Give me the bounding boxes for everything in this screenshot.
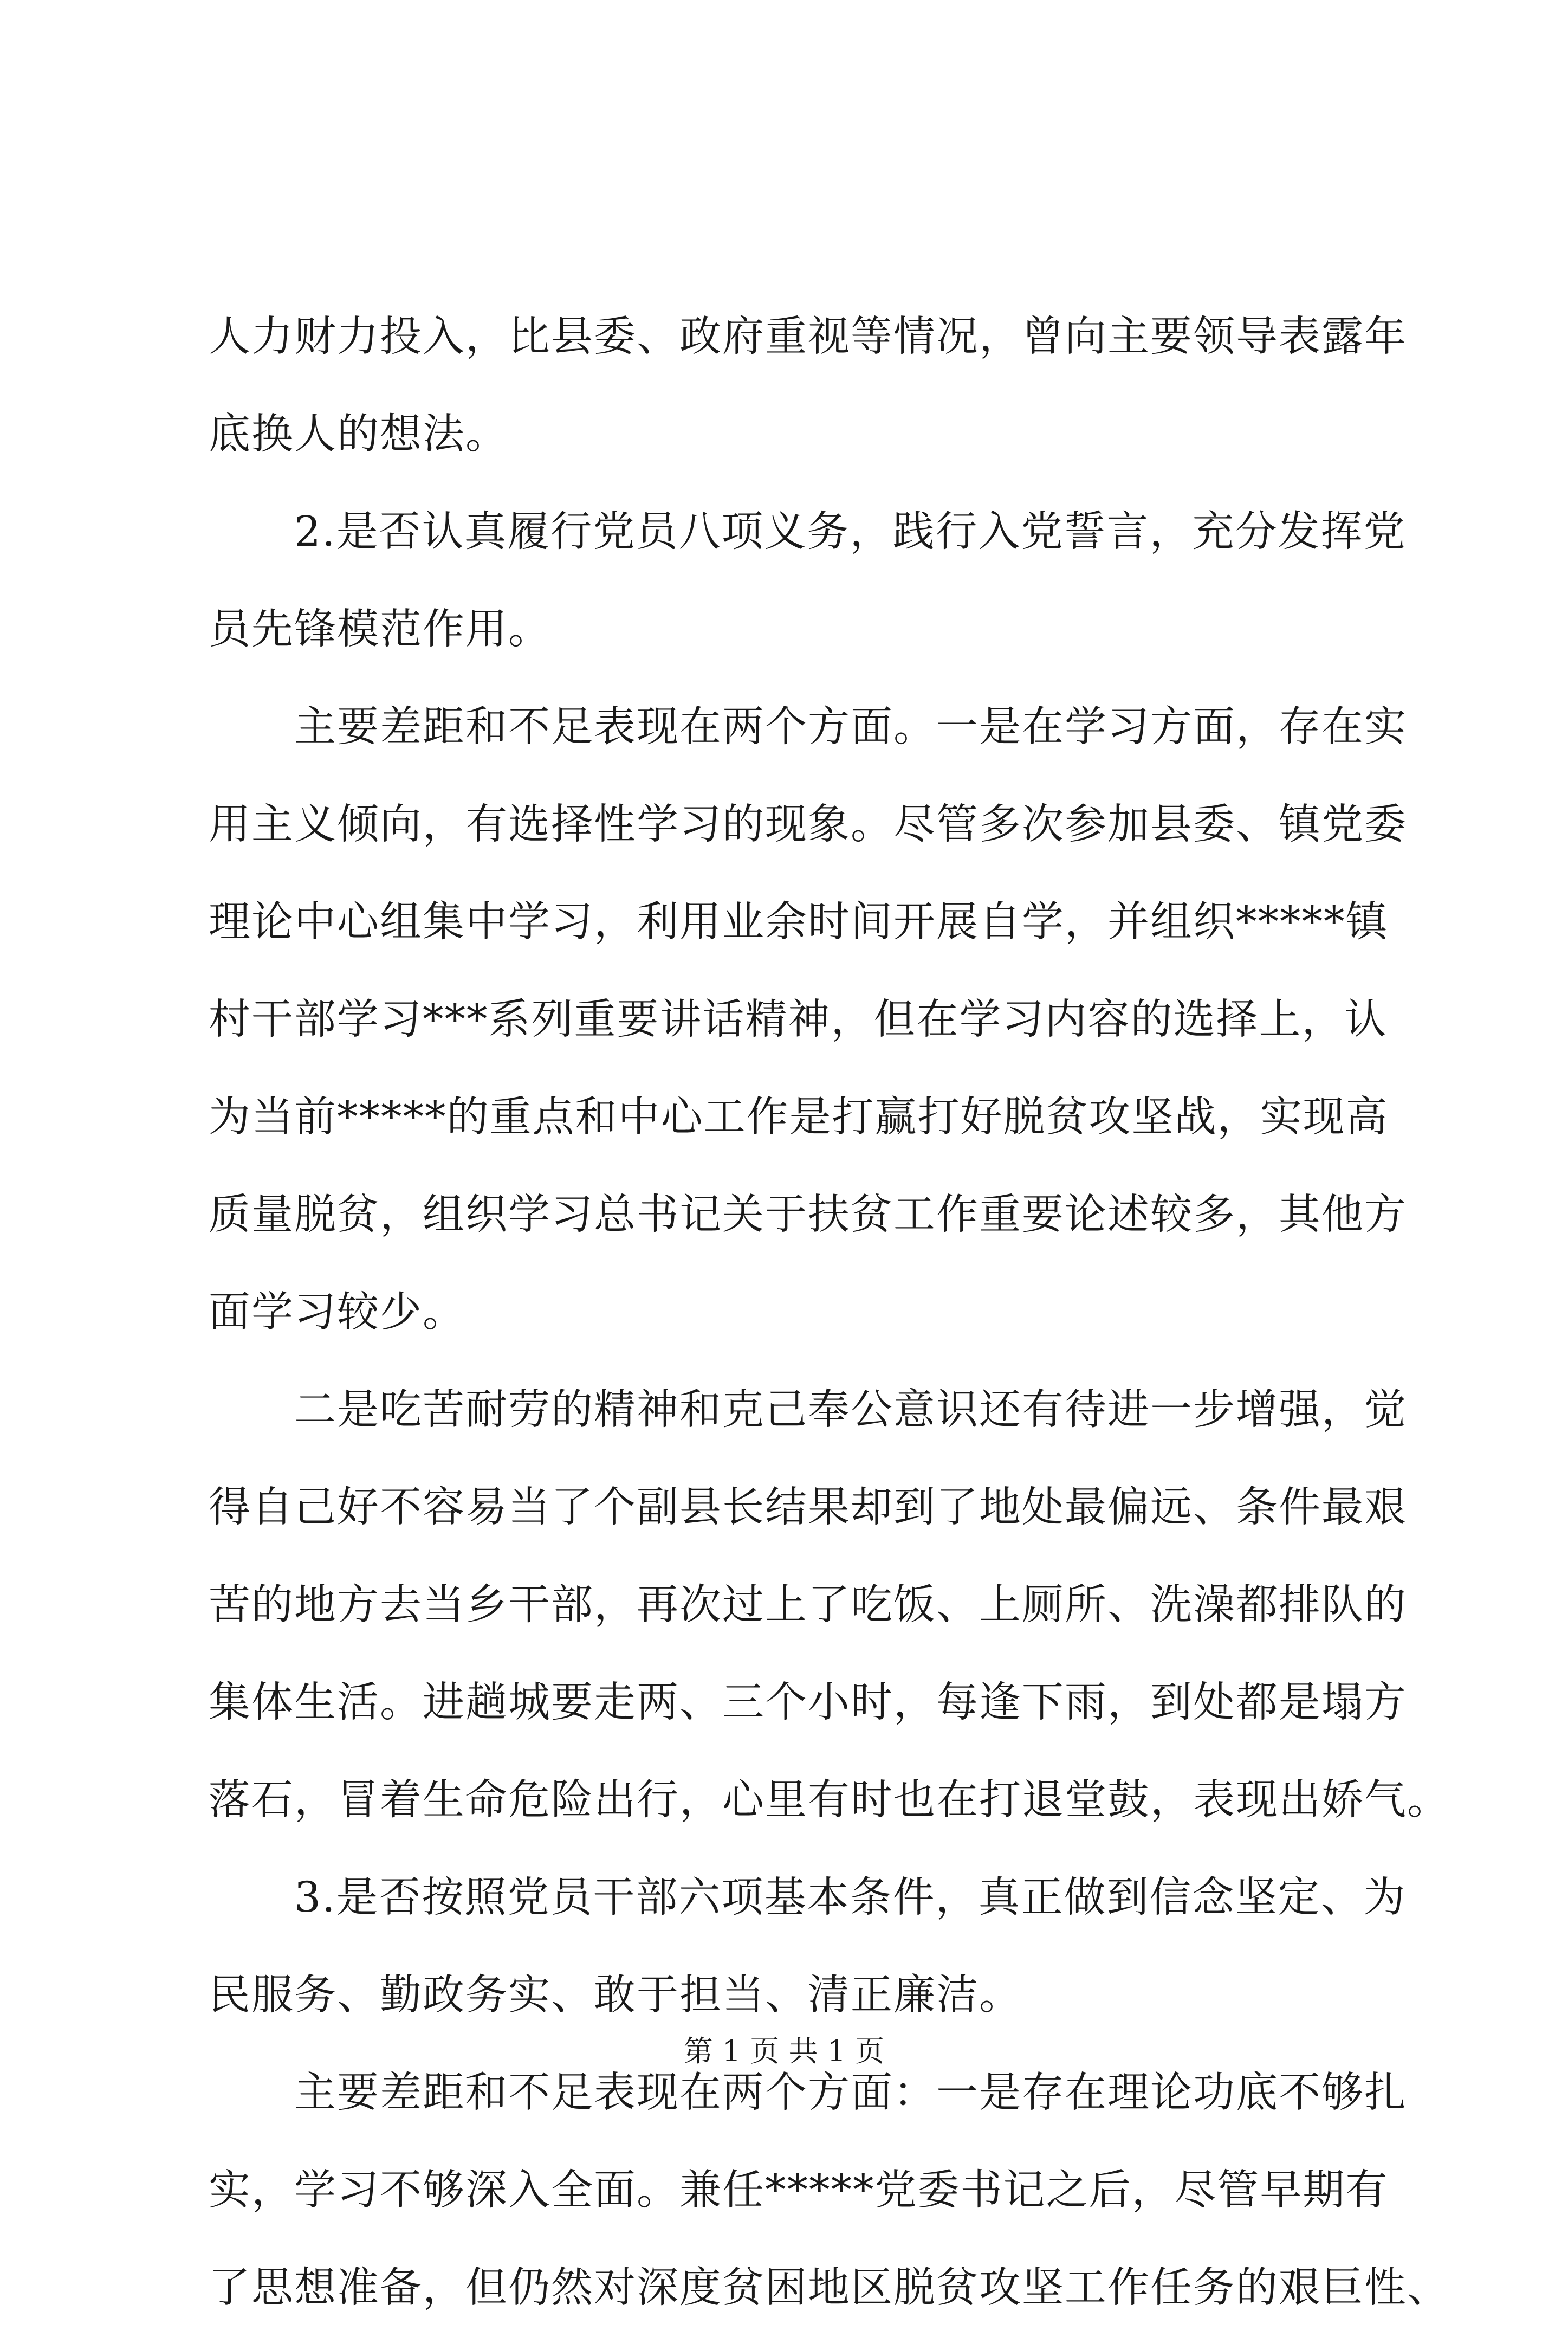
text-line: 人力财力投入，比县委、政府重视等情况，曾向主要领导表露年 [209, 313, 1407, 361]
text-line: 民服务、勤政务实、敢于担当、清正廉洁。 [209, 1971, 1022, 2019]
text-line: 面学习较少。 [209, 1288, 465, 1337]
page-footer [0, 2030, 1568, 2073]
text-line: 主要差距和不足表现在两个方面：一是存在理论功底不够扎 [294, 2069, 1407, 2117]
text-line: 得自己好不容易当了个副县长结果却到了地处最偏远、条件最艰 [209, 1483, 1407, 1532]
text-line: 村干部学习***系列重要讲话精神，但在学习内容的选择上，认 [209, 996, 1388, 1044]
text-line: 集体生活。进趟城要走两、三个小时，每逢下雨，到处都是塌方 [209, 1678, 1407, 1727]
text-line: 底换人的想法。 [209, 410, 508, 459]
text-line: 员先锋模范作用。 [209, 605, 551, 654]
page-number-label: 第 1 页 共 1 页 [683, 2034, 885, 2068]
text-line: 用主义倾向，有选择性学习的现象。尽管多次参加县委、镇党委 [209, 800, 1407, 849]
text-line: 实，学习不够深入全面。兼任*****党委书记之后，尽管早期有 [209, 2166, 1389, 2215]
text-line: 2.是否认真履行党员八项义务，践行入党誓言，充分发挥党 [294, 508, 1407, 556]
text-line: 主要差距和不足表现在两个方面。一是在学习方面，存在实 [294, 703, 1407, 751]
text-line: 3.是否按照党员干部六项基本条件，真正做到信念坚定、为 [294, 1874, 1407, 1922]
text-line: 理论中心组集中学习，利用业余时间开展自学，并组织*****镇 [209, 898, 1389, 946]
text-line: 苦的地方去当乡干部，再次过上了吃饭、上厕所、洗澡都排队的 [209, 1581, 1407, 1629]
text-line: 了思想准备，但仍然对深度贫困地区脱贫攻坚工作任务的艰巨性、 [209, 2264, 1450, 2312]
text-line: 质量脱贫，组织学习总书记关于扶贫工作重要论述较多，其他方 [209, 1191, 1407, 1239]
text-line: 为当前*****的重点和中心工作是打赢打好脱贫攻坚战，实现高 [209, 1093, 1389, 1141]
text-line: 落石，冒着生命危险出行，心里有时也在打退堂鼓，表现出娇气。 [209, 1776, 1450, 1824]
text-line: 二是吃苦耐劳的精神和克己奉公意识还有待进一步增强，觉 [294, 1386, 1407, 1434]
